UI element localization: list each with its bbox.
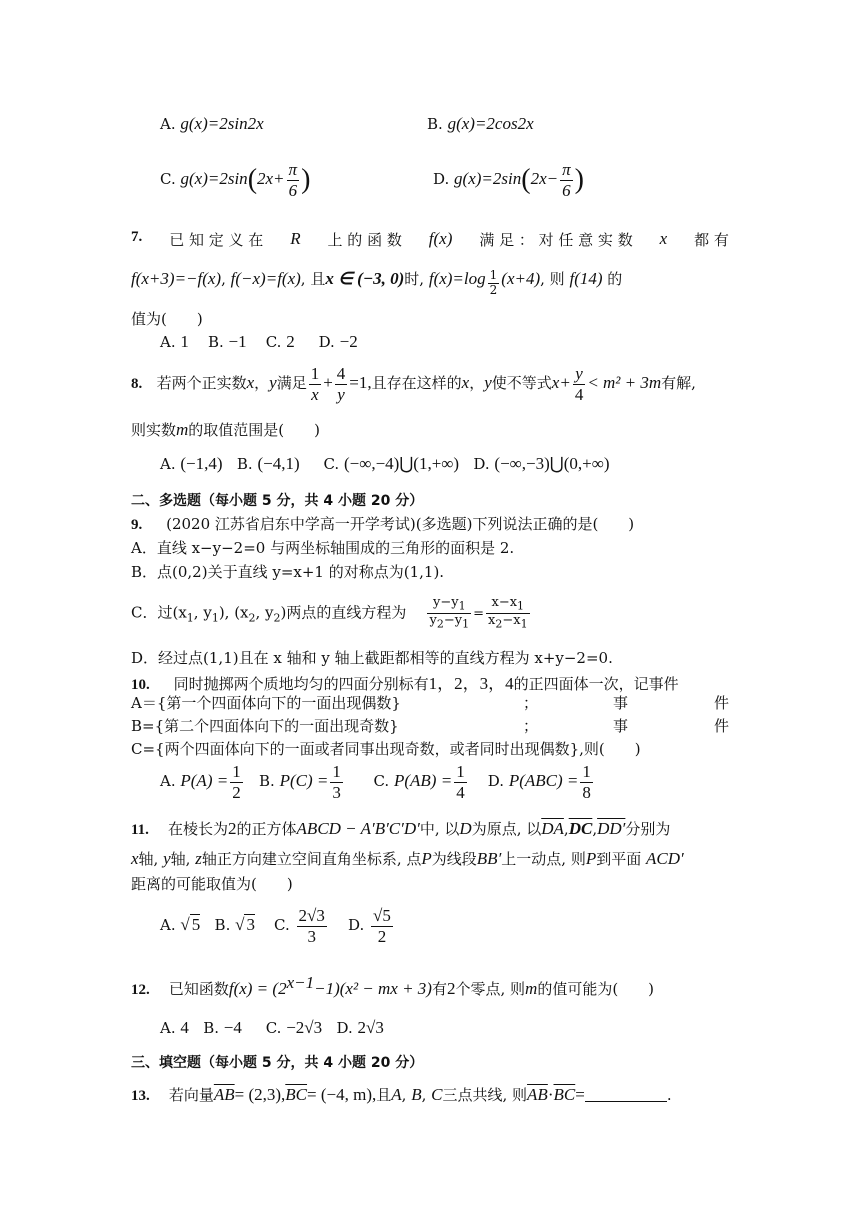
option-value: 1 xyxy=(180,332,189,351)
option-label: C. xyxy=(274,916,290,935)
math-formula: = (2,3), xyxy=(234,1085,286,1104)
option-label: D. xyxy=(487,772,505,791)
math-symbol: ACD′ xyxy=(646,849,684,868)
vector: $\overline{BC}$ xyxy=(553,1085,576,1104)
math-symbol: BB′ xyxy=(476,849,502,868)
frac-num: 4 xyxy=(336,364,346,383)
q8-line-2 xyxy=(131,419,320,440)
math-symbol: 2 xyxy=(447,979,456,998)
frac xyxy=(580,762,593,802)
math-symbol: m xyxy=(525,979,538,998)
frac-num: 2√3 xyxy=(298,906,325,925)
math-formula: = (−4, m), xyxy=(307,1085,377,1104)
q7-line-3 xyxy=(131,308,203,329)
math-symbol: z xyxy=(195,849,202,868)
frac-den: $y_2-y_1$ xyxy=(429,613,470,631)
section-title-fill-blank: 三、填空题（每小题 5 分，共 4 小题 20 分） xyxy=(131,1055,424,1071)
event-a: A＝{第一个四面体向下的一面出现偶数} xyxy=(131,694,401,712)
frac-4-over-y xyxy=(335,364,348,404)
question-text: 有 xyxy=(431,980,447,998)
question-text: 若向量 xyxy=(168,1086,214,1104)
question-text: 满足 xyxy=(276,374,307,393)
frac-num: $y-y_1$ xyxy=(427,596,471,614)
math-formula: x+ xyxy=(551,373,571,393)
frac-text: x−x xyxy=(491,595,518,610)
q12-line-1 xyxy=(131,973,654,999)
q7-options xyxy=(160,332,358,352)
option-label: C. xyxy=(373,772,390,791)
vector: $\overline{DA}$ xyxy=(541,819,564,838)
option-text: )两点的直线方程为 xyxy=(280,603,407,622)
q10-line-2 xyxy=(131,692,729,713)
frac-den: 3 xyxy=(332,782,341,802)
frac-den: 2 xyxy=(489,283,498,297)
frac-num: π xyxy=(562,160,571,179)
q10-line-3 xyxy=(131,715,729,736)
option-value: (−4,1) xyxy=(257,454,300,473)
math-formula: (x+4) xyxy=(501,269,541,288)
math-formula: x ∈ (−3, 0) xyxy=(325,269,405,288)
option-label: C. xyxy=(160,170,176,189)
question-text: 轴正方向建立空间直角坐标系, 点 xyxy=(201,850,422,868)
option-value: −4 xyxy=(223,1018,242,1037)
math-symbol: x xyxy=(461,373,470,393)
operator: = xyxy=(473,606,484,622)
option-label: D. xyxy=(433,170,450,189)
q11-options xyxy=(160,906,395,946)
answer-blank[interactable] xyxy=(585,1100,667,1102)
option-label: C. xyxy=(265,333,282,351)
q13-line-1: 13. 若向量$\overline{AB}= (2,3),\overline{BC}= (-4$, m),且A, B, C三点共线, 则$\overline{AB}\cdot\overline{BC}=$ . xyxy=(131,1085,672,1104)
q10-line-4: C={两个四面体向下的一面或者同事出现奇数，或者同时出现偶数},则( ) xyxy=(131,740,641,758)
frac-text: y xyxy=(429,613,437,629)
frac xyxy=(454,762,467,802)
math-symbol: m xyxy=(176,420,189,439)
math-formula: 1，2，3，4 xyxy=(428,674,514,693)
question-text: 在棱长为 xyxy=(168,820,229,838)
q7-line-1 xyxy=(131,229,729,250)
option-value: P(A) = xyxy=(180,771,229,791)
frac-y xyxy=(427,596,471,631)
option-label: C. xyxy=(265,1019,282,1037)
operator: = xyxy=(575,1085,585,1104)
frac-den: 3 xyxy=(307,926,316,946)
math-symbol: C xyxy=(431,1085,443,1104)
vector: $\overline{BC}$ xyxy=(285,1085,308,1104)
operator: + xyxy=(323,373,333,393)
question-text: 则实数 xyxy=(131,421,177,439)
question-number: 13. xyxy=(131,1088,150,1104)
frac xyxy=(371,906,393,946)
punct: . xyxy=(666,1086,672,1104)
frac-num: 1 xyxy=(489,268,498,283)
question-number: 11. xyxy=(131,822,149,838)
question-text: 事 xyxy=(613,694,629,712)
q8-line-1 xyxy=(131,364,696,404)
option-label: B. xyxy=(207,333,224,351)
frac-den: 4 xyxy=(456,782,465,802)
question-text: 的 xyxy=(607,270,623,288)
option-value: 2√3 xyxy=(357,1018,384,1037)
question-text: 且 xyxy=(310,270,326,288)
option-value: (−∞,−3)⋃(0,+∞) xyxy=(494,454,610,473)
math-symbol: x xyxy=(659,229,668,248)
option-label: B. xyxy=(236,455,253,473)
math-symbol: B xyxy=(411,1085,422,1104)
question-text: 上一动点, 则 xyxy=(501,850,586,868)
frac-den: 6 xyxy=(562,180,571,200)
question-text: 已 知 定 义 在 xyxy=(169,231,264,249)
question-text: 已知函数 xyxy=(168,980,229,998)
question-text: 轴, xyxy=(138,850,159,868)
option-value: √ 5 xyxy=(180,915,201,935)
frac-text: y−y xyxy=(432,595,459,610)
question-number: 9. xyxy=(131,517,143,533)
frac-den: 2 xyxy=(377,926,387,946)
frac-text: x xyxy=(487,613,496,629)
option-label: D. xyxy=(318,333,335,351)
question-text: 且存在这样的 xyxy=(371,374,462,393)
option-label: D. xyxy=(336,1019,353,1037)
frac-num: π xyxy=(288,160,298,179)
question-number: 10. xyxy=(131,677,150,693)
q9-option-c: C．过($x_1$, $y_1$), ($x_2$, $y_2$)两点的直线方程为 $\frac{y-y_1}{y_2-y_1}$ = $\frac{x-x_1}{x_2-x_1}$ xyxy=(131,595,528,631)
question-text: 若两个正实数 xyxy=(156,374,247,393)
option-formula: 2x− xyxy=(530,169,559,189)
pi-over-six xyxy=(287,160,300,200)
vector: $\overline{DC}$ xyxy=(568,819,593,838)
frac-den: x xyxy=(311,384,319,404)
option-label: B. xyxy=(427,115,443,133)
frac-den: 4 xyxy=(574,384,584,404)
section-title-multi-choice: 二、多选题（每小题 5 分，共 4 小题 20 分） xyxy=(131,493,424,509)
option-label: B. xyxy=(203,1019,219,1037)
math-symbol: D xyxy=(459,819,472,838)
question-text: 时, xyxy=(404,270,425,288)
math-symbol: y xyxy=(269,373,277,393)
option-value: −1 xyxy=(228,332,247,351)
question-text: 的正方体 xyxy=(236,820,297,838)
question-text: 都 有 xyxy=(694,231,729,249)
question-text: 满 足 ： 对 任 意 实 数 xyxy=(479,231,633,249)
q6-option-d xyxy=(433,160,584,200)
frac-num: √5 xyxy=(373,906,391,925)
punct: ； xyxy=(523,717,539,735)
math-formula: f(x+3)=−f(x) xyxy=(131,269,222,288)
q6-option-c xyxy=(160,160,310,200)
question-text: 则 xyxy=(549,270,565,288)
option-formula: g(x)=2sin xyxy=(454,169,522,189)
q6-option-a xyxy=(160,114,264,134)
question-text: 件 xyxy=(714,717,730,735)
option-value: P(AB) = xyxy=(393,771,453,791)
option-label: D. xyxy=(473,455,490,473)
event-b: B={第二个四面体向下的一面出现奇数} xyxy=(131,717,399,735)
q9-option-d: D．经过点(1,1)且在 x 轴和 y 轴上截距都相等的直线方程为 x+y−2=0. xyxy=(131,649,613,667)
math-formula: < m² + 3m xyxy=(587,373,662,393)
option-value: √ 3 xyxy=(235,915,255,935)
math-symbol: A xyxy=(391,1085,402,1104)
option-text: ), (x xyxy=(218,603,249,622)
math-symbol: x xyxy=(131,849,139,868)
question-text: 值为( ) xyxy=(131,310,203,328)
question-number: 12. xyxy=(131,982,150,998)
question-text: (2020 江苏省启东中学高一开学考试)(多选题)下列说法正确的是( ) xyxy=(166,515,635,533)
option-value: (−1,4) xyxy=(180,454,223,473)
question-text: 使不等式 xyxy=(491,374,552,393)
frac-den: 2 xyxy=(232,782,241,802)
q9-stem xyxy=(131,513,634,534)
question-text: 件 xyxy=(714,694,730,712)
option-value: P(ABC) = xyxy=(508,771,579,791)
math-formula: f(x) = (2 xyxy=(228,979,287,998)
option-label: C. xyxy=(323,455,340,473)
option-formula: g(x)=2cos2x xyxy=(447,114,534,133)
operator: · xyxy=(547,1085,554,1104)
option-formula: g(x)=2sin xyxy=(180,169,248,189)
frac-num: $x-x_1$ xyxy=(486,596,530,614)
frac xyxy=(330,762,343,802)
option-label: A. xyxy=(160,455,176,473)
question-text: 且 xyxy=(376,1086,392,1104)
radicand: 3 xyxy=(246,915,255,935)
option-label: B. xyxy=(259,772,275,791)
frac-x xyxy=(486,596,530,631)
option-label: D. xyxy=(347,916,365,935)
question-text: 有解, xyxy=(661,374,696,393)
frac xyxy=(230,762,243,802)
question-text: 轴, xyxy=(170,850,191,868)
math-symbol: P xyxy=(585,849,597,868)
paren-open: ( xyxy=(247,164,258,196)
math-symbol: R xyxy=(290,229,301,248)
option-label: B. xyxy=(214,916,231,935)
q9-option-b: B．点(0,2)关于直线 y=x+1 的对称点为(1,1). xyxy=(131,563,445,581)
option-label: A. xyxy=(160,115,176,133)
frac-num: 1 xyxy=(456,762,465,781)
math-formula: ABCD − A′B′C′D′ xyxy=(296,819,420,838)
option-label: A. xyxy=(160,1019,176,1037)
question-text: 到平面 xyxy=(596,850,642,868)
math-symbol: y xyxy=(163,849,171,868)
question-text: 为线段 xyxy=(431,850,477,868)
question-text: 的正四面体一次，记事件 xyxy=(513,675,679,693)
frac xyxy=(297,906,327,946)
punct: ， xyxy=(469,374,485,393)
q11-line-3: 距离的可能取值为( ) xyxy=(131,875,293,893)
frac-den: 6 xyxy=(288,180,298,200)
q9-option-a: A．直线 x−y−2=0 与两坐标轴围成的三角形的面积是 2. xyxy=(131,539,515,557)
paren-close: ) xyxy=(574,164,584,196)
vector: $\overline{AB}$ xyxy=(213,1085,235,1104)
option-label: A. xyxy=(160,916,176,935)
frac-num: 1 xyxy=(310,364,320,383)
frac-den: 8 xyxy=(582,782,591,802)
option-value: (−∞,−4)⋃(1,+∞) xyxy=(343,454,460,473)
math-symbol: P xyxy=(421,849,432,868)
question-text: 中, 以 xyxy=(419,820,460,838)
question-text: 的取值范围是( ) xyxy=(188,421,321,439)
option-value: P(C) = xyxy=(279,771,329,791)
option-label: A. xyxy=(160,333,176,351)
question-number: 8. xyxy=(131,376,143,393)
option-formula: 2x+ xyxy=(257,169,285,189)
math-symbol: f(x) xyxy=(428,229,453,248)
math-symbol: 2 xyxy=(228,819,237,838)
punct: ， xyxy=(254,374,270,393)
option-value: 2 xyxy=(286,332,295,351)
exponent: x−1 xyxy=(286,973,315,992)
option-value: −2 xyxy=(339,332,358,351)
frac-den: $x_2-x_1$ xyxy=(487,613,528,631)
log-base xyxy=(488,269,500,298)
pi-over-six xyxy=(560,160,573,200)
punct: ； xyxy=(523,694,539,712)
option-formula: g(x)=2sin2x xyxy=(180,114,264,133)
option-text: C．过(x xyxy=(131,603,187,622)
frac-num: y xyxy=(573,364,586,385)
q8-options xyxy=(160,454,610,474)
frac-y-over-4 xyxy=(573,364,586,404)
q12-options xyxy=(160,1018,384,1038)
q7-line-2: f(x+3)=−f(x), f(−x)=f(x), 且x ∈ (−3, 0)时, f(x)=log $\frac{1}{2}$ (x+4), 则 f(14) 的 xyxy=(131,268,623,297)
question-text: 三点共线, 则 xyxy=(442,1086,528,1104)
frac-den: y xyxy=(337,384,345,404)
question-text: 个零点, 则 xyxy=(455,980,526,998)
math-formula: f(−x)=f(x) xyxy=(230,269,301,288)
paren-close: ) xyxy=(301,164,311,196)
question-text: 为原点, 以 xyxy=(471,820,542,838)
frac-num: 1 xyxy=(232,762,241,781)
vector: $\overline{AB}$ xyxy=(527,1085,548,1104)
q10-options xyxy=(160,762,595,802)
paren-open: ( xyxy=(521,164,531,196)
option-value: 4 xyxy=(180,1018,189,1037)
q6-option-b xyxy=(427,114,534,134)
q11-line-1: 11. 在棱长为2的正方体ABCD − A′B′C′D′中, 以D为原点, 以$\overline{DA},\overline{DC},DD'$分别为 xyxy=(131,819,671,838)
q10-line-1 xyxy=(131,669,679,694)
math-formula: f(14) xyxy=(569,269,603,288)
question-number: 7. xyxy=(131,229,143,245)
math-formula: f(x)=log xyxy=(428,269,486,288)
question-text: 上 的 函 数 xyxy=(327,231,402,249)
question-text: 事 xyxy=(613,717,629,735)
question-text: 同时抛掷两个质地均匀的四面分别标有 xyxy=(173,675,429,693)
option-value: −2√3 xyxy=(286,1018,323,1037)
math-formula: =1, xyxy=(349,373,372,393)
q11-line-2 xyxy=(131,848,684,869)
radicand: 5 xyxy=(191,915,201,935)
math-formula: −1)(x² − mx + 3) xyxy=(314,979,432,998)
frac-1-over-x xyxy=(309,364,322,404)
frac-num: 1 xyxy=(582,762,591,781)
math-symbol: x xyxy=(246,373,255,393)
question-text: 的值可能为( ) xyxy=(537,980,655,998)
vector: DD′ xyxy=(597,819,626,838)
math-symbol: y xyxy=(484,373,492,393)
option-label: A. xyxy=(160,772,176,791)
question-text: 分别为 xyxy=(625,820,671,838)
frac-num: 1 xyxy=(332,762,341,781)
